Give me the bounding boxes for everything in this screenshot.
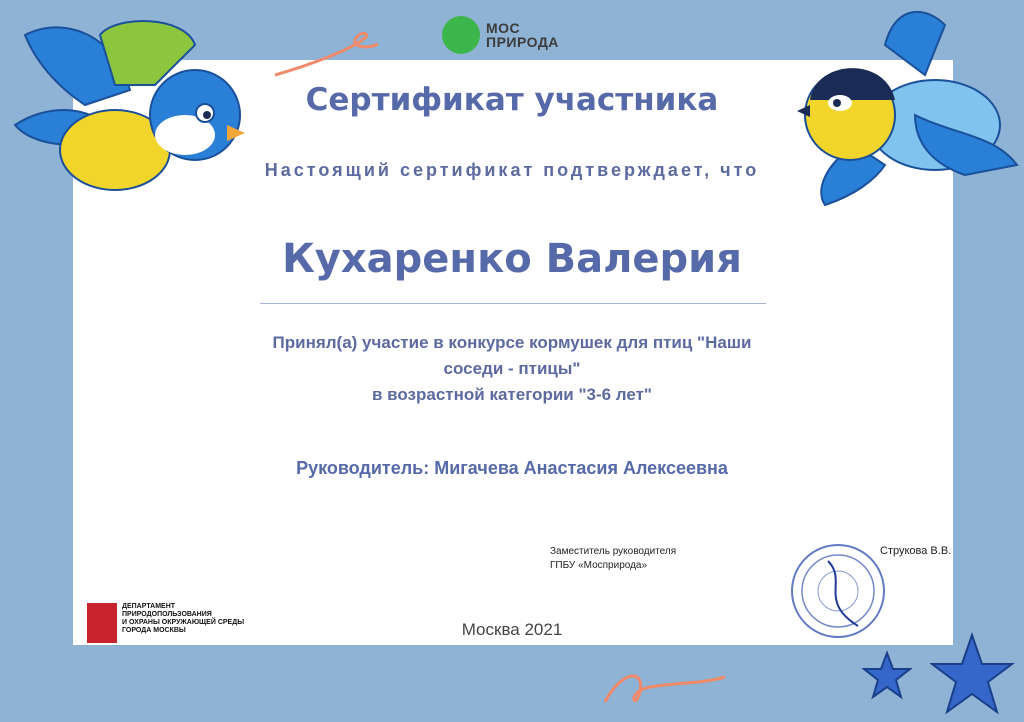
description-line: Принял(а) участие в конкурсе кормушек для птиц "Наши bbox=[272, 333, 752, 352]
swirl-top-icon bbox=[270, 30, 380, 80]
certificate-description bbox=[0, 330, 1024, 408]
swirl-bottom-icon bbox=[600, 662, 730, 712]
signatory-name: Струкова В.В. bbox=[880, 545, 952, 557]
mospriroda-logo bbox=[442, 16, 559, 54]
department-name: ДЕПАРТАМЕНТ ПРИРОДОПОЛЬЗОВАНИЯ И ОХРАНЫ ОКРУЖАЮЩЕЙ СРЕДЫ ГОРОДА МОСКВЫ bbox=[122, 603, 245, 634]
logo-text: МОС ПРИРОДА bbox=[486, 20, 559, 50]
name-underline bbox=[260, 303, 766, 304]
description-line: соседи - птицы" bbox=[443, 359, 581, 378]
star-large-icon bbox=[930, 632, 1015, 717]
description-line: в возрастной категории "3-6 лет" bbox=[372, 385, 652, 404]
star-small-icon bbox=[862, 650, 912, 700]
recipient-name: Кухаренко Валерия bbox=[282, 236, 742, 282]
city-year: Москва 2021 bbox=[461, 620, 563, 639]
tree-icon bbox=[442, 16, 480, 54]
certificate-title: Сертификат участника bbox=[305, 82, 719, 118]
leader-line: Руководитель: Мигачева Анастасия Алексеевна bbox=[296, 458, 728, 478]
certificate-subtitle: Настоящий сертификат подтверждает, что bbox=[264, 160, 760, 180]
signatory-role: Заместитель руководителя ГПБУ «Мосприрода» bbox=[550, 546, 677, 571]
